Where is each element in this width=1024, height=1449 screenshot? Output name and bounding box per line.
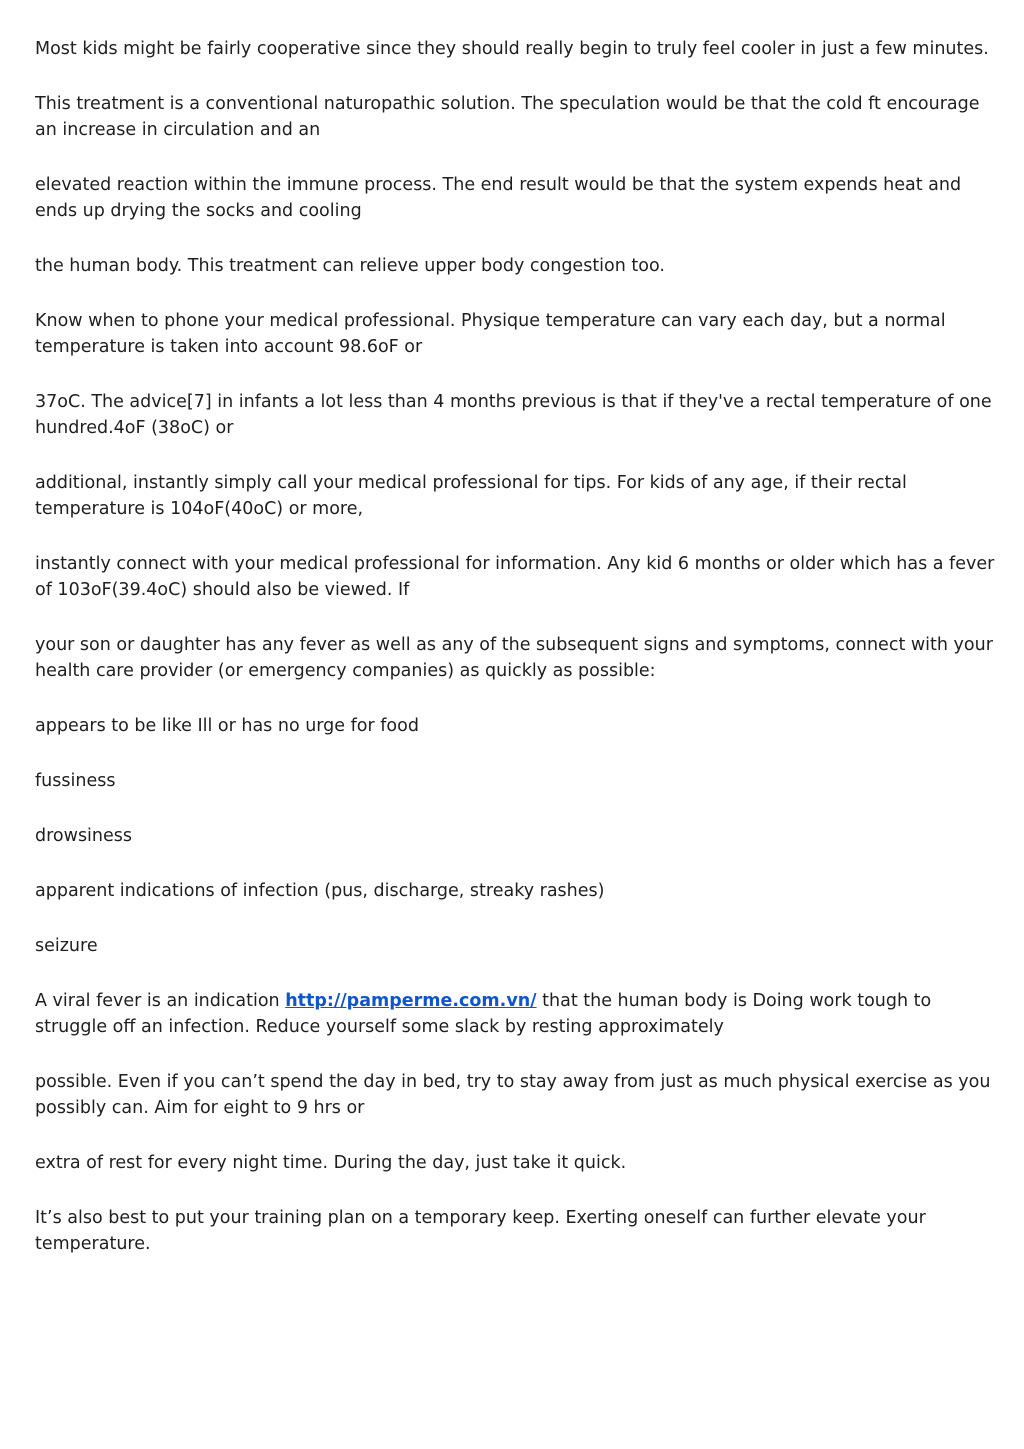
document-body [35, 36, 995, 1286]
symptom-item: apparent indications of infection (pus, discharge, streaky rashes) [35, 881, 605, 901]
paragraph: elevated reaction within the immune process. The end result would be that the system expends heat and ends up drying the socks and cooling [35, 175, 962, 221]
link-paragraph-before: A viral fever is an indication [35, 991, 286, 1011]
paragraph: possible. Even if you can’t spend the day in bed, try to stay away from just as much physical exercise as you possibly can. Aim for eight to 9 hrs or [35, 1072, 991, 1118]
symptom-item: fussiness [35, 771, 116, 791]
paragraph-with-link [35, 988, 995, 1040]
paragraph: 37oC. The advice[7] in infants a lot less than 4 months previous is that if they've a rectal temperature of one hundred.4oF (38oC) or [35, 392, 992, 438]
paragraph: your son or daughter has any fever as well as any of the subsequent signs and symptoms, connect with your health care provider (or emergency companies) as quickly as possible: [35, 635, 993, 681]
paragraph: the human body. This treatment can relieve upper body congestion too. [35, 256, 665, 276]
paragraph: extra of rest for every night time. During the day, just take it quick. [35, 1153, 627, 1173]
symptom-item: drowsiness [35, 826, 133, 846]
paragraph: Most kids might be fairly cooperative since they should really begin to truly feel cooler in just a few minutes. [35, 39, 989, 59]
paragraph: additional, instantly simply call your medical professional for tips. For kids of any age, if their rectal temperature is 104oF(40oC) or more, [35, 473, 907, 519]
paragraph: instantly connect with your medical professional for information. Any kid 6 months or older which has a fever of 103oF(39.4oC) should also be viewed. If [35, 554, 995, 600]
link-paragraph-after: that the human body is Doing work tough to struggle off an infection. Reduce yourself some slack by resting approximately [35, 991, 932, 1037]
paragraph: This treatment is a conventional naturopathic solution. The speculation would be that the cold ft encourage an increase in circulation and an [35, 94, 980, 140]
paragraph: It’s also best to put your training plan on a temporary keep. Exerting oneself can further elevate your temperature. [35, 1208, 926, 1254]
pamperme-link[interactable]: http://pamperme.com.vn/ [285, 991, 537, 1011]
symptom-item: seizure [35, 936, 98, 956]
symptom-item: appears to be like Ill or has no urge for food [35, 716, 419, 736]
paragraph: Know when to phone your medical professional. Physique temperature can vary each day, but a normal temperature is taken into account 98.6oF or [35, 311, 946, 357]
